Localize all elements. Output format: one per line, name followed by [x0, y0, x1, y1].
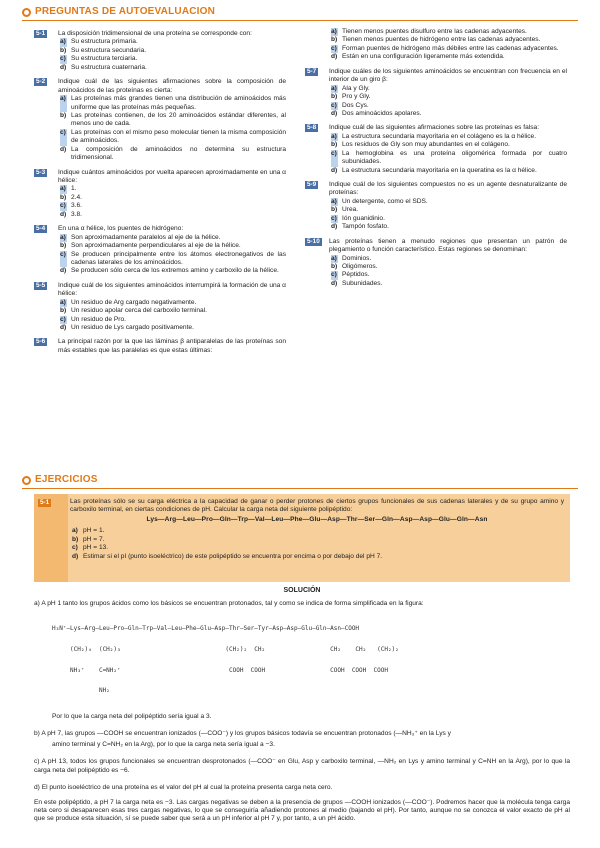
option-letter: a) — [60, 233, 66, 241]
question — [305, 181, 567, 232]
answer-option — [58, 95, 286, 112]
formula-line: H₃N⁺—Lys—Arg—Leu—Pro—Gln—Trp—Val—Leu—Phe—Glu—Asp—Thr—Ser—Tyr—Asp—Asp—Glu—Gln—Asn—COOH — [52, 625, 360, 633]
section-header-autoevaluacion — [22, 6, 215, 19]
option-text: La hemoglobina es una proteína oligomérica formada por cuatro subunidades. — [342, 149, 567, 166]
answer-option — [329, 206, 567, 214]
solution-c: c) A pH 13, todos los grupos funcionales se encuentran desprotonados (—COO⁻ en Glu, Asp y carboxilo terminal, —NH₂ en Lys y amino terminal y C=NH en la Arg), por lo que la carga neta del polipéptido es −6. — [34, 758, 570, 774]
formula-line: NH₂ — [52, 687, 110, 695]
item-letter: a) — [72, 527, 78, 535]
question — [305, 28, 567, 62]
question — [305, 68, 567, 119]
question-stem: La disposición tridimensional de una proteína se corresponde con: — [58, 30, 252, 37]
option-letter: c) — [331, 101, 337, 109]
option-letter: c) — [60, 251, 67, 268]
option-text: Las proteínas contienen, de los 20 aminoácidos estándar diferentes, al menos uno de cada. — [71, 111, 286, 128]
option-letter: b) — [60, 193, 67, 201]
question-stem: Las proteínas tienen a menudo regiones que presentan un patrón de plegamiento o función característico. Estas regiones se denominan: — [329, 237, 567, 254]
question-number: 5-6 — [36, 338, 46, 346]
answer-option — [329, 45, 567, 53]
option-text: Son aproximadamente paralelos al eje de la hélice. — [71, 233, 221, 241]
question-stem: Indique cuál de los siguientes compuestos no es un agente desnaturalizante de proteínas: — [329, 181, 567, 197]
option-letter: c) — [60, 129, 67, 146]
exercise-number: 5-1 — [40, 499, 50, 506]
answer-option — [58, 242, 286, 250]
solution-body — [34, 600, 570, 826]
answer-option — [329, 263, 567, 271]
question — [34, 338, 286, 355]
exercise-item — [70, 536, 564, 544]
answer-option — [58, 185, 286, 193]
answer-option — [58, 267, 286, 275]
question-number: 5-3 — [36, 168, 46, 176]
option-letter: c) — [60, 202, 66, 210]
item-letter: b) — [72, 535, 79, 543]
option-letter: a) — [331, 197, 337, 205]
solution-title: SOLUCIÓN — [283, 587, 321, 594]
question — [34, 78, 286, 162]
option-letter: d) — [331, 53, 338, 61]
answer-option — [329, 223, 567, 231]
circle-bullet-icon — [22, 476, 31, 485]
option-text: Subunidades. — [342, 279, 383, 287]
option-text: Tienen menos puentes disulfuro entre las cadenas adyacentes. — [342, 28, 527, 35]
option-letter: b) — [331, 206, 338, 214]
section-title: PREGUNTAS DE AUTOEVALUACION — [35, 6, 216, 17]
answer-option — [329, 255, 567, 263]
option-text: Dominios. — [342, 254, 372, 262]
formula-line: (CH₂)₄ (CH₂)₃ (CH₂)₂ CH₂ CH₂ CH₂ (CH₂)₂ — [52, 645, 399, 653]
answer-option — [329, 215, 567, 223]
exercise-item — [70, 544, 564, 552]
item-letter: d) — [72, 552, 79, 560]
answer-option — [58, 55, 286, 63]
answer-option — [329, 280, 567, 288]
option-letter: d) — [331, 223, 338, 231]
answer-option — [329, 28, 567, 36]
exercise-intro: Las proteínas sólo se su carga eléctrica a la capacidad de ganar o perder protones de ciertos grupos funcionales de sus cadenas laterales y de su grupo amino y carboxilo terminal, en ciertas condiciones de pH. Calcular la carga neta del siguiente polipéptido: — [70, 498, 564, 514]
questions-left-column — [34, 30, 286, 361]
option-text: Forman puentes de hidrógeno más débiles entre las cadenas adyacentes. — [342, 44, 559, 52]
option-letter: b) — [331, 141, 338, 149]
option-letter: b) — [60, 111, 67, 119]
option-letter: d) — [60, 63, 67, 71]
answer-option — [58, 234, 286, 242]
solution-b-cont: amino terminal y C=NH₂ en la Arg), por lo que la carga neta sería igual a −3. — [52, 740, 275, 748]
option-letter: c) — [331, 271, 337, 279]
answer-option — [329, 85, 567, 93]
question-stem: La principal razón por la que las láminas β antiparalelas de las proteínas son más estables que las paralelas es que estas últimas: — [58, 338, 286, 354]
section-rule — [22, 488, 578, 489]
option-letter: b) — [60, 242, 67, 250]
option-text: Tienen menos puentes de hidrógeno entre las cadenas adyacentes. — [342, 36, 541, 44]
exercise-content — [70, 498, 564, 561]
option-text: Su estructura terciaria. — [71, 55, 138, 63]
item-letter: c) — [72, 544, 78, 552]
answer-option — [329, 141, 567, 149]
question — [34, 30, 286, 72]
option-letter: d) — [60, 210, 67, 218]
answer-option — [58, 251, 286, 268]
option-letter: a) — [331, 132, 337, 140]
item-text: pH = 1. — [83, 527, 105, 535]
option-letter: a) — [331, 84, 337, 92]
answer-option — [329, 53, 567, 61]
question-number: 5-5 — [36, 281, 46, 289]
question-stem: En una α hélice, los puentes de hidrógeno: — [58, 225, 184, 233]
option-text: Los residuos de Gly son muy abundantes en el colágeno. — [342, 141, 510, 149]
answer-option — [329, 110, 567, 118]
option-letter: a) — [60, 38, 66, 46]
option-text: Un residuo de Arg cargado negativamente. — [71, 298, 197, 306]
question-number: 5-10 — [307, 237, 320, 245]
option-letter: a) — [60, 298, 66, 306]
option-text: Las proteínas más grandes tienen una distribución de aminoácidos más uniforme que las proteínas más pequeñas. — [71, 95, 286, 111]
option-text: Ión guanidinio. — [342, 214, 385, 222]
answer-option — [58, 47, 286, 55]
answer-option — [58, 64, 286, 72]
option-text: Urea. — [342, 206, 359, 214]
question-number: 5-7 — [307, 67, 317, 75]
option-text: 2.4. — [71, 193, 82, 201]
answer-option — [329, 36, 567, 44]
answer-option — [58, 202, 286, 210]
option-letter: c) — [331, 150, 338, 167]
answer-option — [329, 198, 567, 206]
option-text: 3.8. — [71, 210, 82, 218]
answer-option — [329, 133, 567, 141]
option-letter: d) — [60, 324, 67, 331]
option-text: Dos Cys. — [342, 101, 369, 109]
section-header-ejercicios — [22, 474, 98, 487]
solution-d-paragraph: En este polipéptido, a pH 7 la carga neta es −3. Las cargas negativas se deben a la presencia de grupos —COOH ionizados (—COO⁻). Podremos hacer que la molécula tenga carga neta cero si desaparecen esas tres cargas negativas, lo que se conseguiría añadiendo protones al medio (bajando el pH). Por tanto, aunque no se conozca el valor exacto de pH al que se produce esta situación, sí se puede saber que será a un pH inferior al pH 7 y, por tanto, a un pH ácido. — [34, 798, 570, 823]
answer-option — [329, 167, 567, 175]
question-number: 5-8 — [307, 124, 317, 132]
option-text: Péptidos. — [342, 271, 370, 279]
option-text: Son aproximadamente perpendiculares al eje de la hélice. — [71, 242, 241, 250]
solution-d: d) El punto isoeléctrico de una proteína es el valor del pH al cual la proteína presenta carga neta cero. — [34, 784, 333, 792]
option-text: Dos aminoácidos apolares. — [342, 109, 422, 117]
option-text: 1. — [71, 185, 77, 193]
answer-option — [329, 271, 567, 279]
option-letter: a) — [331, 254, 337, 262]
answer-option — [58, 316, 286, 324]
answer-option — [58, 194, 286, 202]
option-letter: a) — [60, 95, 67, 112]
exercise-item — [70, 527, 564, 535]
question-stem: Indique cuál de las siguientes afirmaciones sobre la composición de aminoácidos de las proteínas es cierta: — [58, 78, 286, 94]
question-stem: Indique cuál de los siguientes aminoácidos interrumpirá la formación de una α hélice: — [58, 281, 286, 298]
option-text: Se producen principalmente entre los átomos electronegativos de las cadenas laterales de los aminoácidos. — [71, 250, 286, 266]
option-letter: d) — [331, 166, 338, 174]
answer-option — [58, 307, 286, 315]
option-text: Tampón fosfato. — [342, 223, 389, 231]
option-text: Se producen sólo cerca de los extremos amino y carboxilo de la hélice. — [71, 267, 279, 275]
question — [34, 282, 286, 333]
option-letter: a) — [60, 185, 66, 193]
option-text: Su estructura cuaternaria. — [71, 63, 147, 71]
questions-right-column — [305, 30, 567, 294]
answer-option — [58, 146, 286, 163]
answer-option — [329, 102, 567, 110]
formula-diagram — [52, 612, 570, 708]
option-letter: b) — [331, 36, 338, 44]
option-letter: d) — [60, 145, 67, 153]
option-text: Las proteínas con el mismo peso molecular tienen la misma composición de aminoácidos. — [71, 128, 286, 145]
answer-option — [58, 299, 286, 307]
option-text: Su estructura primaria. — [71, 38, 138, 46]
option-text: Un residuo apolar cerca del carboxilo terminal. — [71, 307, 207, 315]
option-text: La estructura secundaria mayoritaria en el colágeno es la α hélice. — [342, 132, 537, 140]
answer-option — [58, 211, 286, 219]
option-text: Están en una configuración ligeramente más extendida. — [342, 53, 505, 61]
option-letter: c) — [331, 44, 337, 52]
option-text: Un residuo de Pro. — [71, 315, 126, 323]
option-text: Un detergente, como el SDS. — [342, 197, 428, 205]
question-stem: Indique cuántos aminoácidos por vuelta aparecen aproximadamente en una α hélice: — [58, 168, 286, 184]
item-text: pH = 7. — [83, 535, 105, 543]
question-number: 5-2 — [36, 78, 46, 86]
item-text: Estimar si el pI (punto isoeléctrico) de este polipéptido se encuentra por encima o por debajo del pH 7. — [83, 552, 383, 560]
option-letter: d) — [60, 267, 67, 275]
answer-option — [58, 129, 286, 146]
exercise-item — [70, 553, 564, 561]
question-number: 5-1 — [36, 30, 46, 37]
option-text: Oligómeros. — [342, 262, 378, 270]
question — [34, 225, 286, 276]
section-rule — [22, 20, 578, 21]
question-stem: Indique cuáles de los siguientes aminoácidos se encuentran con frecuencia en el interior de un giro β: — [329, 67, 567, 84]
option-text: Ala y Gly. — [342, 84, 370, 92]
option-letter: b) — [60, 307, 67, 315]
peptide-sequence: Lys—Arg—Leu—Pro—Gln—Trp—Val—Leu—Phe—Glu—Asp—Thr—Ser—Gln—Asp—Asp—Glu—Gln—Asn — [146, 515, 488, 523]
option-letter: d) — [331, 109, 338, 117]
exercise-strip — [34, 494, 68, 582]
answer-option — [58, 112, 286, 129]
answer-option — [58, 38, 286, 46]
option-letter: d) — [331, 279, 338, 287]
option-text: Su estructura secundaria. — [71, 46, 147, 54]
item-text: pH = 13. — [83, 544, 109, 552]
option-text: Un residuo de Lys cargado positivamente. — [71, 324, 194, 331]
option-letter: a) — [331, 28, 337, 35]
option-letter: b) — [331, 93, 338, 101]
solution-b: b) A pH 7, las grupos —COOH se encuentran ionizados (—COO⁻) y los grupos básicos todavía se encuentran protonados (—NH₃⁺ en la Lys y — [34, 730, 451, 738]
option-letter: c) — [331, 214, 337, 222]
option-letter: c) — [60, 315, 66, 323]
solution-a: a) A pH 1 tanto los grupos ácidos como los básicos se encuentran protonados, tal y como se indica de forma simplificada en la figura: — [34, 600, 424, 607]
formula-line: NH₃⁺ C=NH₂⁺ COOH COOH COOH COOH COOH — [52, 666, 388, 674]
question — [305, 124, 567, 175]
question-stem: Indique cuál de las siguientes afirmaciones sobre las proteínas es falsa: — [329, 124, 540, 132]
option-letter: b) — [60, 46, 67, 54]
exercise-items — [70, 527, 564, 561]
question-number: 5-4 — [36, 225, 46, 233]
option-letter: b) — [331, 262, 338, 270]
question — [305, 238, 567, 289]
answer-option — [329, 93, 567, 101]
section-title: EJERCICIOS — [35, 474, 98, 485]
question — [34, 169, 286, 220]
option-text: Pro y Gly. — [342, 93, 371, 101]
option-letter: c) — [60, 55, 66, 63]
solution-a-result: Por lo que la carga neta del polipéptido sería igual a 3. — [52, 712, 212, 720]
exercise-box — [34, 494, 570, 582]
answer-option — [329, 150, 567, 167]
answer-option — [58, 324, 286, 332]
option-text: 3.6. — [71, 202, 82, 210]
circle-bullet-icon — [22, 8, 31, 17]
option-text: La composición de aminoácidos no determina su estructura tridimensional. — [71, 145, 286, 162]
question-number: 5-9 — [307, 181, 317, 188]
option-text: La estructura secundaria mayoritaria en la queratina es la α hélice. — [342, 166, 537, 174]
